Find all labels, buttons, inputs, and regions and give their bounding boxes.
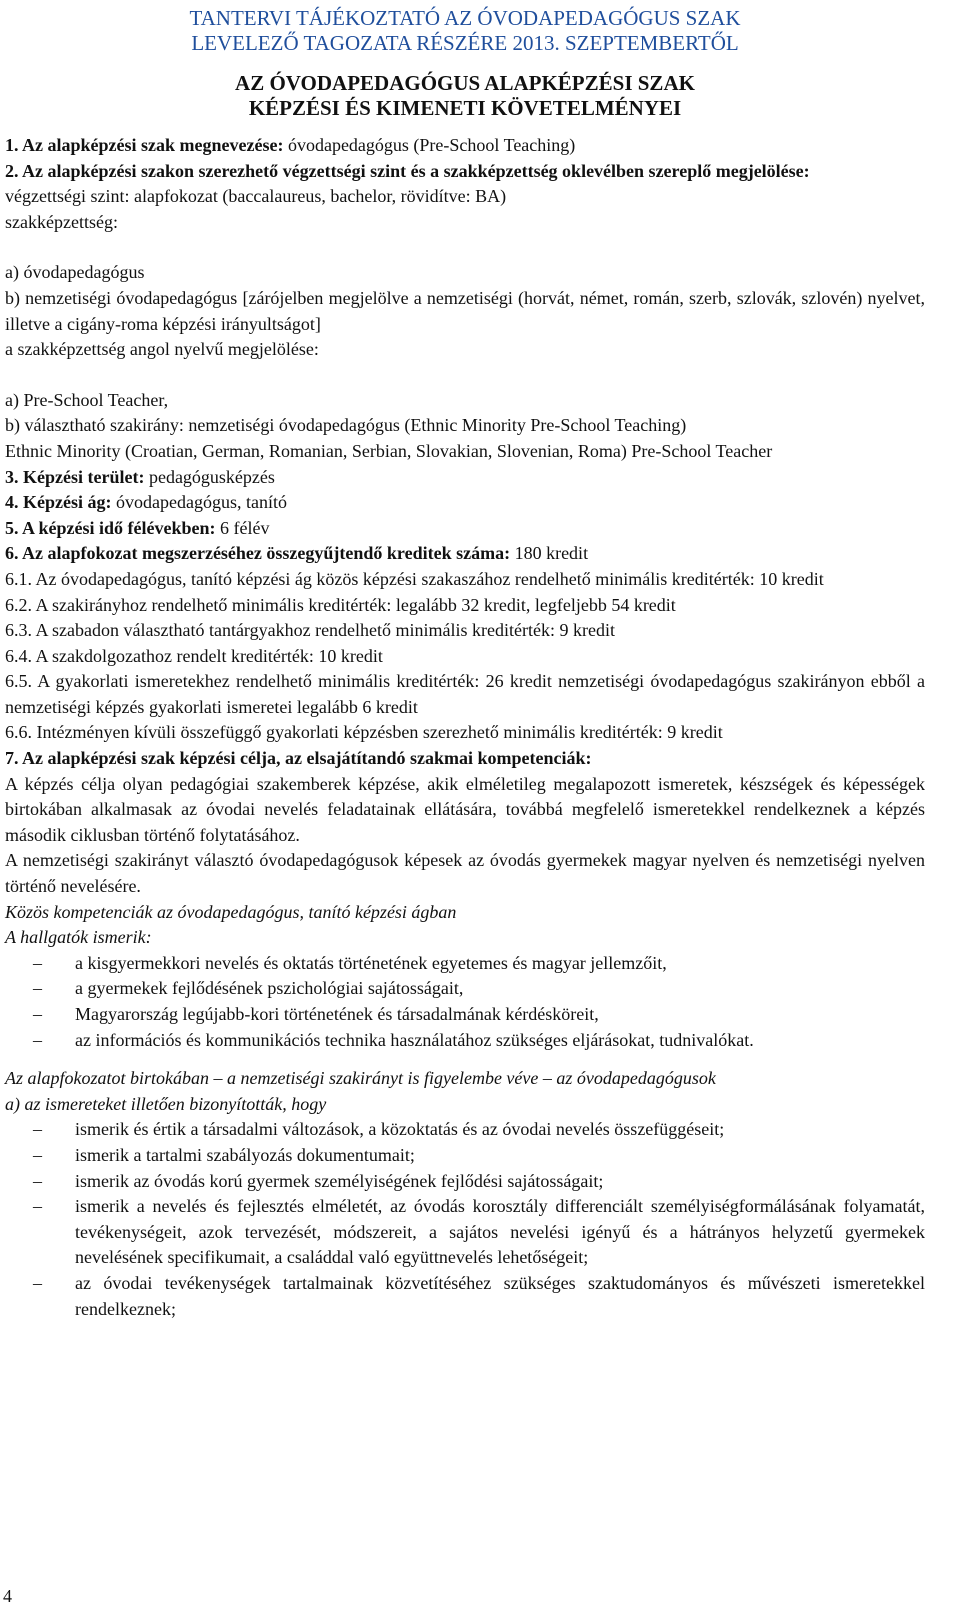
list-item (5, 1143, 925, 1169)
title-line-1: AZ ÓVODAPEDAGÓGUS ALAPKÉPZÉSI SZAK (235, 71, 695, 95)
section-5-label: 5. A képzési idő félévekben: (5, 517, 216, 538)
section-2-english-c: Ethnic Minority (Croatian, German, Romanian, Serbian, Slovakian, Slovenian, Roma) Pre-School Teacher (5, 440, 773, 461)
dash-bullet: – (33, 952, 42, 973)
section-5-text: 6 félév (215, 517, 270, 538)
section-2-qualification: szakképzettség: (5, 211, 118, 232)
section-1 (5, 133, 925, 159)
credit-item: 6.1. Az óvodapedagógus, tanító képzési ág közös képzési szakaszához rendelhető minimális kreditérték: 10 kredit (5, 568, 824, 589)
section-6-label: 6. Az alapfokozat megszerzéséhez összegyűjtendő kreditek száma: (5, 543, 511, 564)
section-2-qual-b: b) nemzetiségi óvodapedagógus [zárójelben megjelölve a nemzetiségi (horvát, német, román, szerb, szlovák, szlovén) nyelvet, illetve a cigány-roma képzési irányultságot] (5, 287, 925, 334)
page-number: 4 (3, 1586, 12, 1606)
knowledge-proved-heading: a) az ismereteket illetően bizonyították, hogy (5, 1093, 327, 1114)
section-3-label: 3. Képzési terület: (5, 466, 145, 487)
section-6 (5, 541, 925, 567)
section-2-label: 2. Az alapképzési szakon szerezhető végzettségi szint és a szakképzettség oklevélben szereplő megjelölése: (5, 160, 810, 181)
dash-bullet: – (33, 1119, 42, 1140)
section-7-label: 7. Az alapképzési szak képzési célja, az elsajátítandó szakmai kompetenciák: (5, 748, 592, 769)
section-7-paragraph-2: A nemzetiségi szakirányt választó óvodapedagógusok képesek az óvodás gyermekek magyar nyelven és nemzetiségi nyelven történő nevelésére. (5, 850, 925, 897)
section-1-label: 1. Az alapképzési szak megnevezése: (5, 135, 284, 155)
list-item-text: a kisgyermekkori nevelés és oktatás történetének egyetemes és magyar jellemzőit, (75, 952, 667, 973)
list-item-text: ismerik és értik a társadalmi változások, a közoktatás és az óvodai nevelés összefüggéseit; (75, 1119, 725, 1140)
dash-bullet: – (33, 1196, 42, 1217)
section-2-english-b: b) választható szakirány: nemzetiségi óvodapedagógus (Ethnic Minority Pre-School Teaching) (5, 415, 687, 436)
bachelor-holders-heading: Az alapfokozatot birtokában – a nemzetiségi szakirányt is figyelembe véve – az óvodapedagógusok (5, 1068, 716, 1089)
document-title (5, 71, 925, 121)
list-item (5, 1271, 925, 1322)
credit-item: 6.6. Intézményen kívüli összefüggő gyakorlati képzésben szerezhető minimális kreditérték: 9 kredit (5, 722, 723, 743)
list-item (5, 1169, 925, 1195)
knowledge-proved-list (5, 1117, 925, 1322)
credit-item: 6.3. A szabadon választható tantárgyakhoz rendelhető minimális kreditérték: 9 kredit (5, 620, 615, 641)
section-2 (5, 159, 925, 465)
section-4 (5, 490, 925, 516)
section-7-paragraph-1: A képzés célja olyan pedagógiai szakemberek képzése, akik elméletileg megalapozott ismeretek, készségek és képességek birtokában alkalmasak az óvodai nevelés feladatainak ellátására, továbbá megfelelő ismeretekkel rendelkeznek a képzés második ciklusban történő folytatásához. (5, 773, 925, 845)
list-item (5, 1002, 925, 1028)
title-line-2: KÉPZÉSI ÉS KIMENETI KÖVETELMÉNYEI (248, 96, 682, 120)
section-2-english-a: a) Pre-School Teacher, (5, 389, 169, 410)
section-1-text: óvodapedagógus (Pre-School Teaching) (283, 135, 576, 155)
section-2-english-label: a szakképzettség angol nyelvű megjelölése: (5, 339, 319, 360)
dash-bullet: – (33, 1170, 42, 1191)
list-item-text: az információs és kommunikációs technika használatához szükséges eljárásokat, tudnivalókat. (75, 1029, 754, 1050)
list-item (5, 951, 925, 977)
section-5 (5, 516, 925, 542)
list-item-text: ismerik a nevelés és fejlesztés elméletét, az óvodás korosztály differenciált személyiségformálásának folyamatát, tevékenységeit, azok tervezését, módszereit, a sajátos nevelési igényű és a hátrányos helyzetű gyermekek nevelésének specifikumait, a családdal való együttnevelés lehetőségeit; (75, 1196, 925, 1268)
section-6-text: 180 kredit (510, 543, 589, 564)
list-item-text: Magyarország legújabb-kori történetének és társadalmának kérdésköreit, (75, 1004, 599, 1024)
list-item-text: ismerik a tartalmi szabályozás dokumentumait; (75, 1144, 415, 1165)
section-2-level: végzettségi szint: alapfokozat (baccalaureus, bachelor, rövidítve: BA) (5, 186, 507, 207)
credit-item: 6.2. A szakirányhoz rendelhető minimális kreditérték: legalább 32 kredit, legfeljebb 54 kredit (5, 594, 676, 615)
list-item (5, 1028, 925, 1054)
section-7 (5, 746, 925, 1322)
document-page (5, 0, 925, 1322)
section-2-qual-a: a) óvodapedagógus (5, 262, 145, 283)
list-item-text: ismerik az óvodás korú gyermek személyiségének fejlődési sajátosságait; (75, 1170, 604, 1191)
dash-bullet: – (33, 1144, 42, 1165)
dash-bullet: – (33, 978, 42, 999)
students-know-heading: A hallgatók ismerik: (5, 927, 152, 948)
credit-item: 6.4. A szakdolgozathoz rendelt kreditérték: 10 kredit (5, 645, 383, 666)
header-line-2: LEVELEZŐ TAGOZATA RÉSZÉRE 2013. SZEPTEMBERTŐL (191, 31, 739, 55)
list-item-text: a gyermekek fejlődésének pszichológiai sajátosságait, (75, 978, 464, 999)
dash-bullet: – (33, 1272, 42, 1293)
section-4-text: óvodapedagógus, tanító (111, 492, 287, 513)
common-competencies-heading: Közös kompetenciák az óvodapedagógus, tanító képzési ágban (5, 901, 457, 922)
header-line-1: TANTERVI TÁJÉKOZTATÓ AZ ÓVODAPEDAGÓGUS SZAK (189, 6, 741, 30)
list-item (5, 1117, 925, 1143)
document-header (5, 6, 925, 56)
section-3-text: pedagógusképzés (144, 466, 275, 487)
students-know-list (5, 951, 925, 1053)
section-6-items (5, 567, 925, 746)
credit-item: 6.5. A gyakorlati ismeretekhez rendelhető minimális kreditérték: 26 kredit nemzetiségi óvodapedagógus szakirányon ebből a nemzetiségi képzés gyakorlati ismeretei legalább 6 kredit (5, 671, 925, 717)
list-item (5, 976, 925, 1002)
section-3 (5, 465, 925, 491)
dash-bullet: – (33, 1004, 42, 1024)
list-item-text: az óvodai tevékenységek tartalmainak közvetítéséhez szükséges szaktudományos és művészeti ismeretekkel rendelkeznek; (75, 1272, 925, 1319)
dash-bullet: – (33, 1029, 42, 1050)
list-item (5, 1194, 925, 1271)
section-4-label: 4. Képzési ág: (5, 492, 112, 513)
